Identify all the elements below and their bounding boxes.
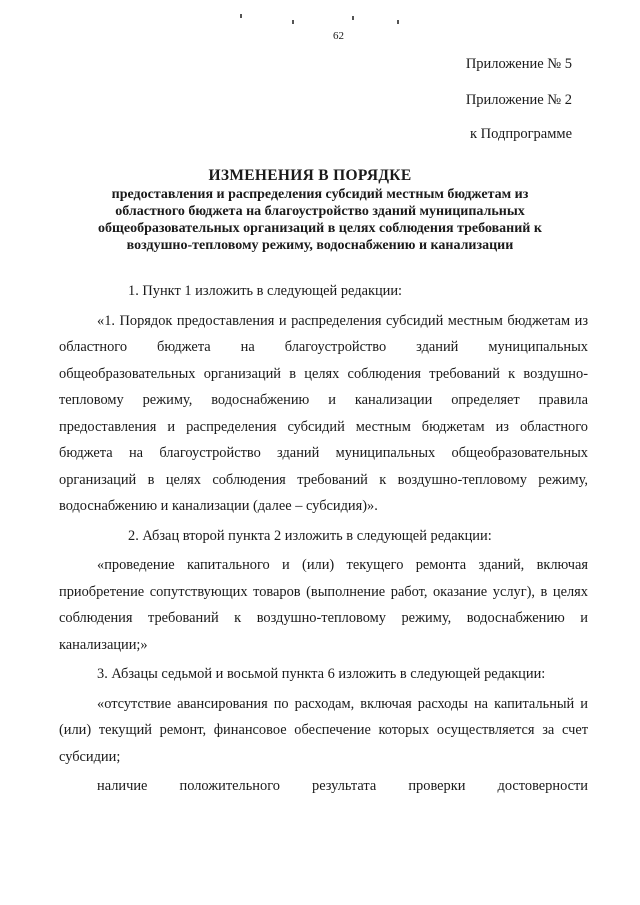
paragraph-item-3-heading: 3. Абзацы седьмой и восьмой пункта 6 изложить в следующей редакции: [97,666,546,682]
scan-speck [352,16,354,20]
appendix-line-3: к Подпрограмме [469,126,572,142]
scan-speck [292,20,294,24]
page-number: 62 [333,30,344,42]
paragraph-item-1-heading: 1. Пункт 1 изложить в следующей редакции: [128,283,403,299]
appendix-line-2: Приложение № 2 [465,92,572,108]
paragraph-item-2-text: «проведение капитального и (или) текущего ремонта зданий, включая приобретение сопутствующих товаров (выполнение работ, оказание услуг), в целях соблюдения требований к воздушно-тепловому режиму, водоснабжению и канализации;» [59,557,588,653]
paragraph-item-3-text: «отсутствие авансирования по расходам, включая расходы на капитальный и (или) текущий ремонт, финансовое обеспечение которых осуществляется за счет субсидии; [59,695,588,765]
paragraph-item-3-continued: наличие положительного результата проверки достоверности [97,778,588,794]
document-title: ИЗМЕНЕНИЯ В ПОРЯДКЕ [208,167,412,184]
scan-speck [240,14,242,18]
scan-speck [397,20,399,24]
document-subtitle: предоставления и распределения субсидий местным бюджетам из областного бюджета на благоустройство зданий муниципальных общеобразовательных организаций в целях соблюдения требований к воздушно-тепловому режиму, водоснабжению и канализации [98,187,542,253]
appendix-line-1: Приложение № 5 [465,56,572,72]
paragraph-item-1-text: «1. Порядок предоставления и распределения субсидий местным бюджетам из областного бюджета на благоустройство зданий муниципальных общеобразовательных организаций в целях соблюдения требований к воздушно-тепловому режиму, водоснабжению и канализации определяет правила предоставления и распределения субсидий местным бюджетам из областного бюджета на благоустройство зданий муниципальных общеобразовательных организаций в целях соблюдения требований к воздушно-тепловому режиму, водоснабжению и канализации (далее – субсидия)». [59,312,588,514]
document-body [59,278,588,803]
paragraph-item-2-heading: 2. Абзац второй пункта 2 изложить в следующей редакции: [128,527,492,544]
